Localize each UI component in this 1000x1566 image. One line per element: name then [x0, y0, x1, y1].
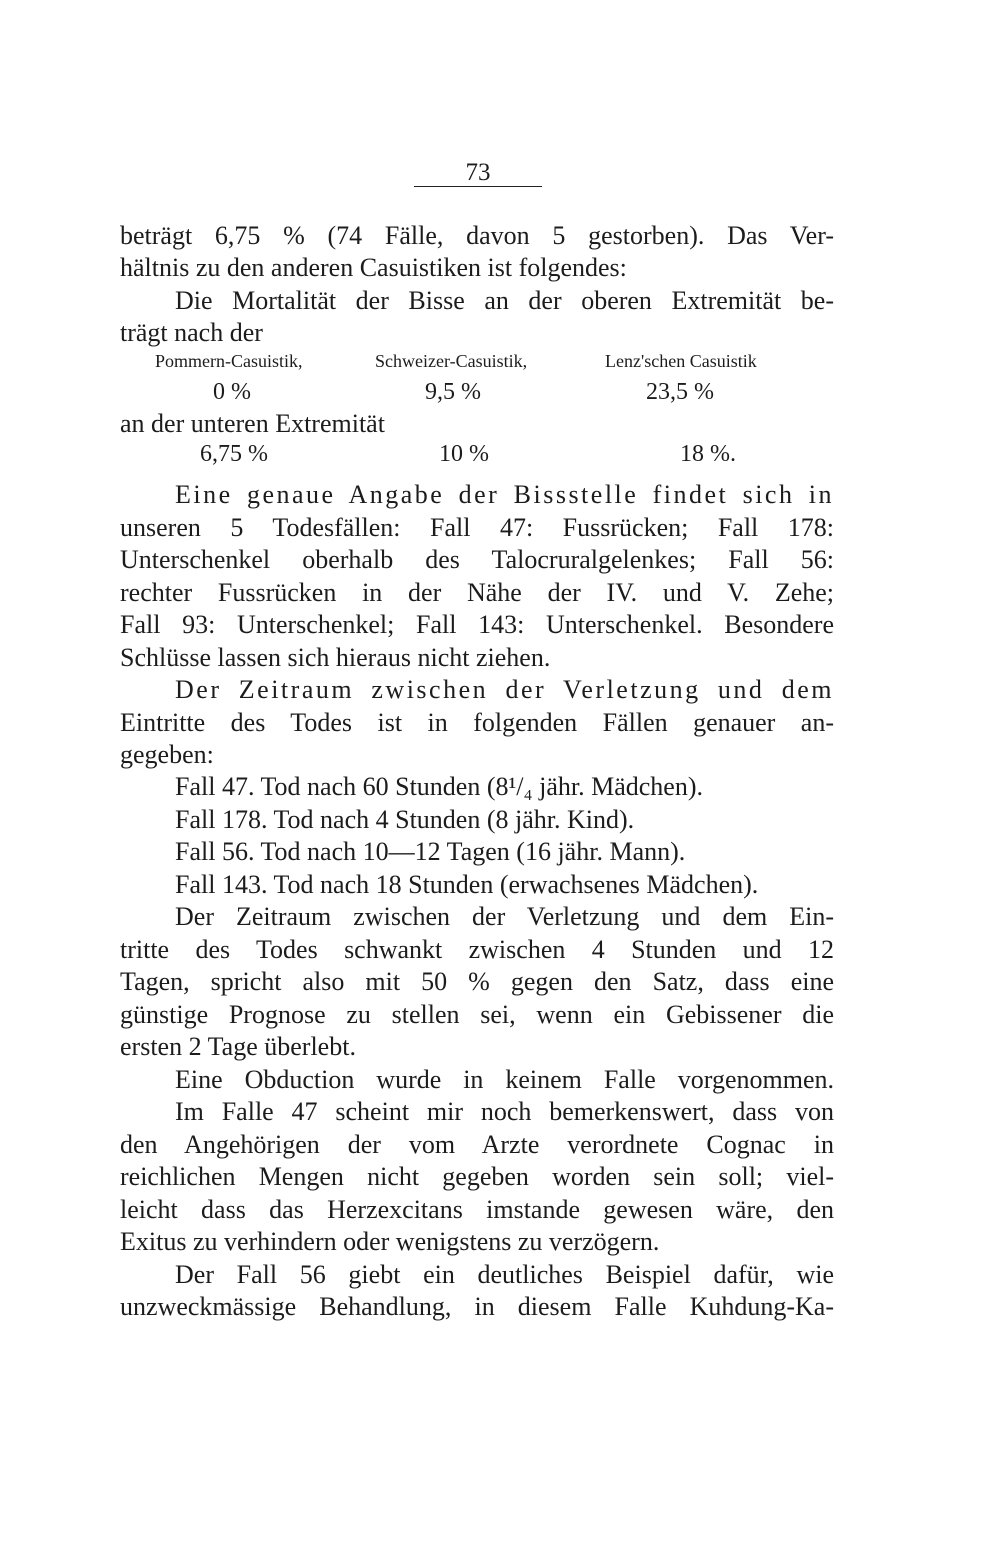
text-line: Unterschenkel oberhalb des Talocruralgelenkes; Fall 56:	[120, 545, 834, 574]
table-header-pommern: Pommern-Casuistik,	[155, 351, 303, 371]
case-line: Fall 56. Tod nach 10—12 Tagen (16 jähr. Mann).	[175, 837, 686, 866]
text-line: unseren 5 Todesfällen: Fall 47: Fussrücken; Fall 178:	[120, 513, 834, 542]
text-line: günstige Prognose zu stellen sei, wenn ein Gebissener die	[120, 1000, 834, 1029]
text-line: an der unteren Extremität	[120, 409, 385, 438]
text-line: unzweckmässige Behandlung, in diesem Falle Kuhdung-Ka-	[120, 1292, 834, 1321]
case-line: Fall 47. Tod nach 60 Stunden (8¹/₄ jähr. Mädchen).	[175, 772, 703, 801]
table-cell-lower-pommern: 6,75 %	[200, 441, 268, 467]
text-line: beträgt 6,75 % (74 Fälle, davon 5 gestorben). Das Ver-	[120, 221, 834, 250]
text-line: Eine Obduction wurde in keinem Falle vorgenommen.	[175, 1065, 834, 1094]
text-line: Der Zeitraum zwischen der Verletzung und dem	[175, 675, 834, 704]
text-line: Der Fall 56 giebt ein deutliches Beispiel dafür, wie	[175, 1260, 834, 1289]
text-line: tritte des Todes schwankt zwischen 4 Stunden und 12	[120, 935, 834, 964]
text-line: Exitus zu verhindern oder wenigstens zu verzögern.	[120, 1227, 660, 1256]
text-line: leicht dass das Herzexcitans imstande gewesen wäre, den	[120, 1195, 834, 1224]
text-line: Die Mortalität der Bisse an der oberen Extremität be-	[175, 286, 834, 315]
table-cell-lower-lenz: 18 %.	[680, 441, 736, 467]
text-line: Der Zeitraum zwischen der Verletzung und dem Ein-	[175, 902, 834, 931]
text-line: Tagen, spricht also mit 50 % gegen den Satz, dass eine	[120, 967, 834, 996]
table-cell-upper-pommern: 0 %	[213, 379, 251, 405]
page-number-rule	[414, 186, 542, 187]
text-line: trägt nach der	[120, 318, 263, 347]
page-number: 73	[465, 159, 491, 186]
text-line: reichlichen Mengen nicht gegeben worden sein soll; viel-	[120, 1162, 834, 1191]
text-line: hältnis zu den anderen Casuistiken ist folgendes:	[120, 253, 627, 282]
text-line: Fall 93: Unterschenkel; Fall 143: Unterschenkel. Besondere	[120, 610, 834, 639]
text-line: Schlüsse lassen sich hieraus nicht ziehen.	[120, 643, 551, 672]
table-cell-lower-schweizer: 10 %	[439, 441, 489, 467]
text-line: Eintritte des Todes ist in folgenden Fällen genauer an-	[120, 708, 834, 737]
text-line: Im Falle 47 scheint mir noch bemerkenswert, dass von	[175, 1097, 834, 1126]
text-line: Eine genaue Angabe der Bissstelle findet sich in	[175, 480, 834, 509]
case-line: Fall 178. Tod nach 4 Stunden (8 jähr. Kind).	[175, 805, 635, 834]
table-header-schweizer: Schweizer-Casuistik,	[375, 351, 528, 371]
text-line: den Angehörigen der vom Arzte verordnete Cognac in	[120, 1130, 834, 1159]
table-header-lenz: Lenz'schen Casuistik	[605, 351, 757, 371]
text-line: ersten 2 Tage überlebt.	[120, 1032, 356, 1061]
case-line: Fall 143. Tod nach 18 Stunden (erwachsenes Mädchen).	[175, 870, 759, 899]
text-line: gegeben:	[120, 740, 214, 769]
table-cell-upper-lenz: 23,5 %	[646, 379, 714, 405]
text-line: rechter Fussrücken in der Nähe der IV. und V. Zehe;	[120, 578, 834, 607]
table-cell-upper-schweizer: 9,5 %	[425, 379, 481, 405]
